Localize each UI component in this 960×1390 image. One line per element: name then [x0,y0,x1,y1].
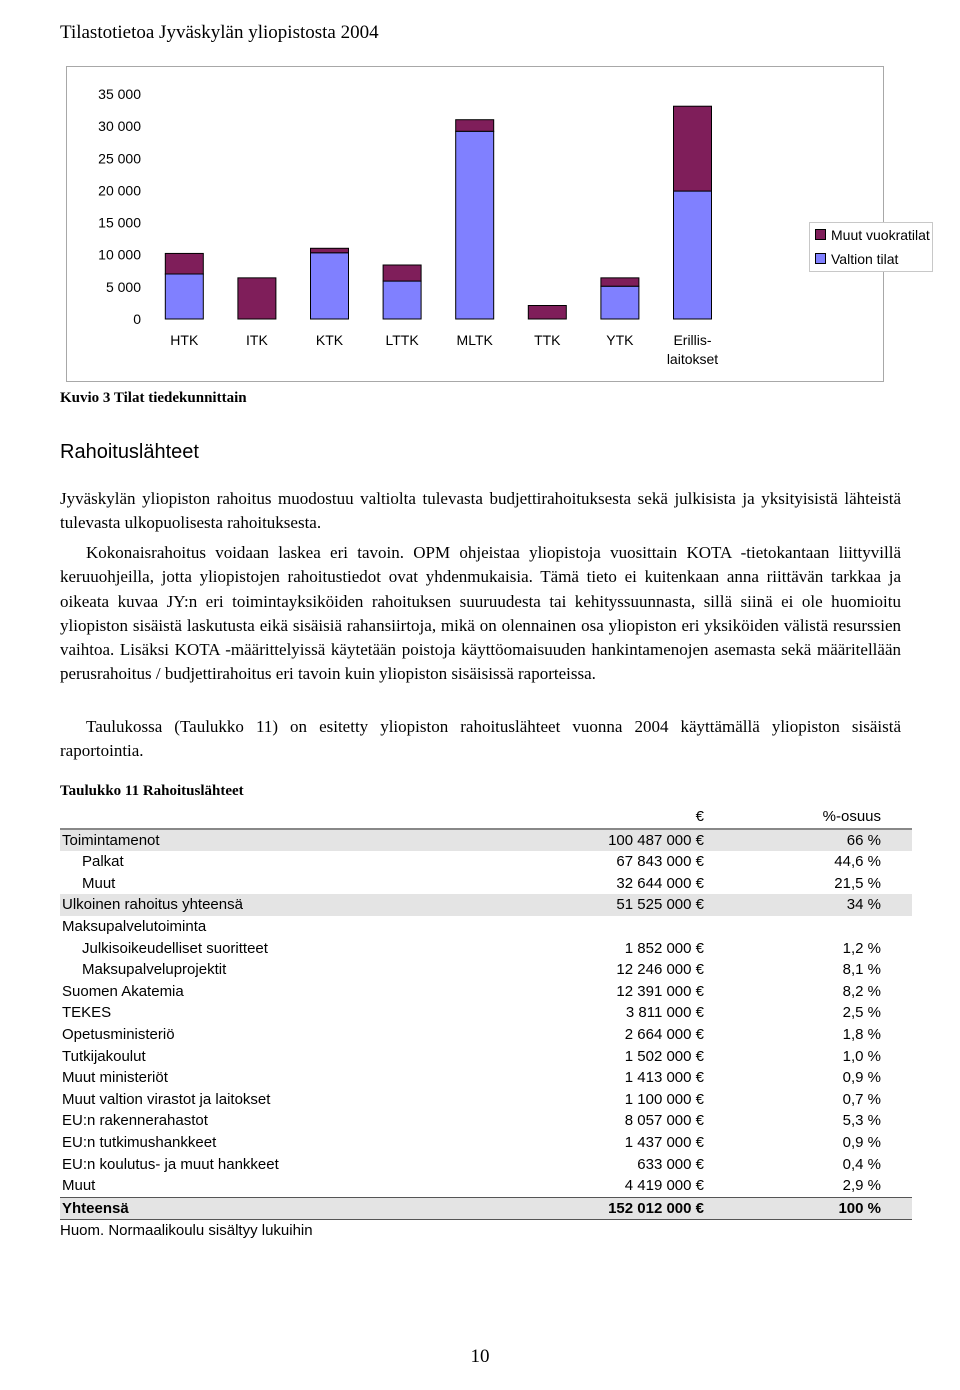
x-tick-label: laitokset [666,351,719,367]
table-header-share: %-osuus [704,806,912,829]
chart-caption: Kuvio 3 Tilat tiedekunnittain [60,390,247,406]
funding-table [60,806,912,1220]
page-number: 10 [470,1346,490,1367]
table-row: Muut ministeriöt 1 413 000 € 0,9 % [62,1069,881,1087]
table-row: Tutkijakoulut 1 502 000 € 1,0 % [62,1047,881,1065]
paragraph-table-ref: Taulukossa (Taulukko 11) on esitetty yliopiston rahoituslähteet vuonna 2004 käyttämällä yliopiston sisäistä raportointia. [60,717,901,761]
table-row: Muut valtion virastot ja laitokset 1 100 000 € 0,7 % [62,1090,881,1108]
table-row: Maksupalvelutoiminta [62,917,207,935]
y-tick-label: 0 [133,311,141,327]
legend-item-valtion-tilat: Valtion tilat [815,251,898,267]
y-tick-label: 30 000 [98,118,141,135]
x-tick-label: MLTK [456,332,493,348]
table-row: Muut 4 419 000 € 2,9 % [62,1177,881,1195]
table-row: Ulkoinen rahoitus yhteensä 51 525 000 € 34 % [60,894,912,916]
x-tick-label: LTTK [385,332,419,348]
bar-segment-muut-vuokratilat [238,278,276,319]
bar-chart [67,67,885,383]
x-tick-label: HTK [170,332,199,348]
y-tick-label: 10 000 [98,246,141,263]
x-tick-label: YTK [606,332,634,348]
y-tick-label: 15 000 [98,214,141,231]
legend-item-muut-vuokratilat: Muut vuokratilat [815,227,930,243]
table-total-row: Yhteensä 152 012 000 € 100 % [60,1197,912,1220]
table-row: Julkisoikeudelliset suoritteet 1 852 000 € 1,2 % [82,939,881,957]
bar-segment-muut-vuokratilat [528,306,566,320]
table-row: Palkat 67 843 000 € 44,6 % [82,853,881,871]
table-row: Muut 32 644 000 € 21,5 % [82,874,881,892]
table-row: Suomen Akatemia 12 391 000 € 8,2 % [62,982,881,1000]
table-header-amount: € [279,806,704,829]
bar-segment-valtion-tilat [165,274,203,319]
table-header-row [60,806,912,829]
table-header-label [60,806,279,829]
x-tick-label: KTK [315,332,344,348]
table-title: Taulukko 11 Rahoituslähteet [60,783,244,799]
table-row: EU:n rakennerahastot 8 057 000 € 5,3 % [62,1112,881,1130]
table-row: TEKES 3 811 000 € 2,5 % [62,1004,881,1022]
chart-frame [66,66,930,382]
bar-segment-muut-vuokratilat [601,278,639,286]
y-tick-label: 35 000 [98,86,141,102]
table-row: EU:n tutkimushankkeet 1 437 000 € 0,9 % [62,1133,881,1151]
bar-segment-valtion-tilat [383,281,421,319]
page-header: Tilastotietoa Jyväskylän yliopistosta 2004 [60,22,379,43]
y-tick-label: 5 000 [105,278,141,295]
bar-segment-muut-vuokratilat [311,248,349,253]
paragraph-intro: Jyväskylän yliopiston rahoitus muodostuu valtiolta tulevasta budjettirahoituksesta sekä julkisista ja yksityisistä lähteistä tulevasta ulkopuolisesta rahoituksesta. [60,489,901,533]
y-axis-ticks [98,86,141,327]
bar-segment-muut-vuokratilat [456,120,494,132]
legend-swatch [815,253,826,264]
bar-segment-muut-vuokratilat [165,253,203,274]
chart-legend [809,222,933,272]
bar-segment-valtion-tilat [311,253,349,319]
chart-bars [165,106,711,319]
x-tick-label: Erillis- [673,332,712,348]
bar-segment-valtion-tilat [456,131,494,319]
table-row: Toimintamenot 100 487 000 € 66 % [60,829,912,852]
table-row: EU:n koulutus- ja muut hankkeet 633 000 € 0,4 % [62,1155,881,1173]
legend-swatch [815,229,826,240]
bar-segment-muut-vuokratilat [383,265,421,281]
table-row: Opetusministeriö 2 664 000 € 1,8 % [62,1025,881,1043]
x-tick-label: TTK [534,332,561,348]
x-axis-labels [170,332,718,367]
table-note: Huom. Normaalikoulu sisältyy lukuihin [60,1222,313,1239]
bar-segment-valtion-tilat [601,286,639,319]
section-title: Rahoituslähteet [60,441,199,463]
y-tick-label: 25 000 [98,150,141,167]
bar-segment-valtion-tilat [674,191,712,319]
table-row: Maksupalveluprojektit 12 246 000 € 8,1 % [82,961,881,979]
paragraph-kota: Kokonaisrahoitus voidaan laskea eri tavoin. OPM ohjeistaa yliopistoja vuosittain KOTA -tietokantaan liittyvillä keruuohjeilla, jotta yliopistojen rahoitustiedot ovat yhdenmukaisia. Tämä tieto ei kuitenkaan anna riittävän tarkkaa ja oikeata kuvaa JY:n eri toimintayksiköiden rahoituksen suuruudesta tai kehityssuunnasta, sillä siinä ei ole huomioitu yliopiston sisäistä laskutusta eikä sisäisiä rahansiirtoja, mikä on olennainen osa yliopiston eri yksiköiden välistä resurssien vaihtoa. Lisäksi KOTA -määrittelyissä käytetään poistoja käyttöomaisuuden hankintamenojen asemasta sekä määritellään perusrahoitus / budjettirahoitus eri tavoin kuin yliopiston sisäisissä raporteissa. [60,543,901,684]
bar-segment-muut-vuokratilat [674,106,712,191]
y-tick-label: 20 000 [98,182,141,199]
x-tick-label: ITK [246,332,268,348]
